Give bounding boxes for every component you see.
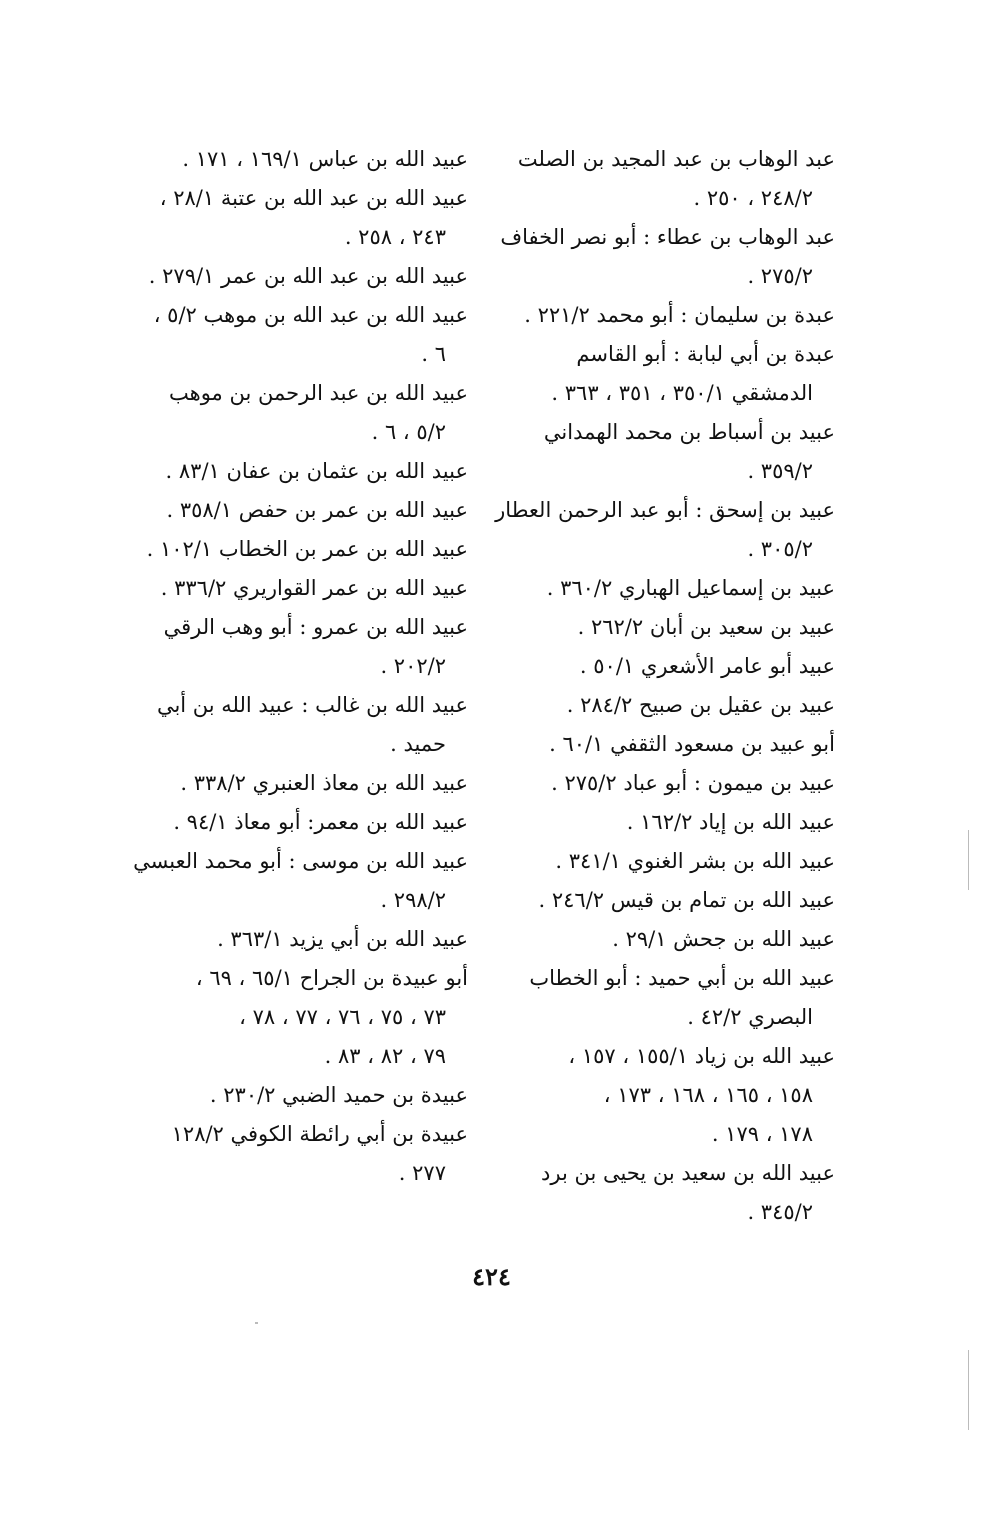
entry-continuation: ٣٤٥/٢ . xyxy=(747,1200,813,1224)
entry-line: عبيد الله بن عبد الله بن عتبة ٢٨/١ ، xyxy=(159,186,468,210)
entry-continuation: ٢٠٢/٢ . xyxy=(380,654,446,678)
index-entry xyxy=(495,959,835,1037)
entry-line: عبيد الله بن زياد ١٥٥/١ ، ١٥٧ ، xyxy=(568,1044,835,1068)
entry-line: عبيد بن ميمون : أبو عباد ٢٧٥/٢ . xyxy=(551,771,835,795)
index-entry xyxy=(495,140,835,218)
entry-continuation: ٢٤٨/٢ ، ٢٥٠ . xyxy=(693,186,813,210)
entry-line: عبيد بن عقيل بن صبيح ٢٨٤/٢ . xyxy=(566,693,835,717)
index-entry xyxy=(128,296,468,374)
index-entry xyxy=(128,686,468,764)
page-number: ٤٢٤ xyxy=(472,1262,511,1291)
index-entry xyxy=(128,452,468,491)
entry-continuation: ٢٧٥/٢ . xyxy=(747,264,813,288)
index-entry xyxy=(495,1154,835,1232)
entry-continuation: ٢٤٣ ، ٢٥٨ . xyxy=(344,225,446,249)
index-entry xyxy=(128,530,468,569)
entry-continuation: حميد . xyxy=(390,732,446,756)
entry-continuation: ٧٩ ، ٨٢ ، ٨٣ . xyxy=(324,1044,446,1068)
index-entry xyxy=(495,569,835,608)
entry-line: عبيد الله بن جحش ٢٩/١ . xyxy=(612,927,835,951)
entry-line: عبيد الله بن غالب : عبيد الله بن أبي xyxy=(156,693,468,717)
index-entry xyxy=(128,608,468,686)
entry-line: عبدة بن سليمان : أبو محمد ٢٢١/٢ . xyxy=(524,303,835,327)
entry-line: عبيد بن إسماعيل الهباري ٣٦٠/٢ . xyxy=(546,576,835,600)
entry-line: عبيد الله بن عبد الله بن عمر ٢٧٩/١ . xyxy=(148,264,468,288)
index-entry xyxy=(495,803,835,842)
index-entry xyxy=(128,569,468,608)
index-entry xyxy=(495,218,835,296)
entry-continuation: ٦ . xyxy=(421,342,446,366)
entry-line: عبيد الله بن بشر الغنوي ٣٤١/١ . xyxy=(555,849,835,873)
entry-line: عبيدة بن أبي رائطة الكوفي ١٢٨/٢ xyxy=(171,1122,468,1146)
entry-line: عبيد الله بن عبد الرحمن بن موهب xyxy=(169,381,468,405)
entry-line: عبيد بن إسحق : أبو عبد الرحمن العطار xyxy=(495,498,835,522)
index-entry xyxy=(495,413,835,491)
index-entry xyxy=(495,1037,835,1154)
entry-line: عبيد الله بن عثمان بن عفان ٨٣/١ . xyxy=(165,459,468,483)
entry-line: عبدة بن أبي لبابة : أبو القاسم xyxy=(576,342,835,366)
entry-line: عبيدة بن حميد الضبي ٢٣٠/٢ . xyxy=(209,1083,468,1107)
index-entry xyxy=(495,647,835,686)
index-entry xyxy=(495,335,835,413)
entry-continuation: ٣٠٥/٢ . xyxy=(747,537,813,561)
index-entry xyxy=(495,725,835,764)
entry-continuation: ٢٩٨/٢ . xyxy=(380,888,446,912)
index-entry xyxy=(495,608,835,647)
entry-continuation: البصري ٤٢/٢ . xyxy=(687,1005,813,1029)
entry-line: عبيد الله بن معمر: أبو معاذ ٩٤/١ . xyxy=(173,810,468,834)
index-entry xyxy=(128,140,468,179)
index-entry xyxy=(128,1076,468,1115)
index-column-right xyxy=(495,140,835,1232)
entry-continuation: ٧٣ ، ٧٥ ، ٧٦ ، ٧٧ ، ٧٨ ، xyxy=(239,1005,446,1029)
entry-continuation: الدمشقي ٣٥٠/١ ، ٣٥١ ، ٣٦٣ . xyxy=(551,381,813,405)
index-entry xyxy=(128,803,468,842)
entry-continuation: ١٥٨ ، ١٦٥ ، ١٦٨ ، ١٧٣ ، xyxy=(603,1083,813,1107)
index-entry xyxy=(128,374,468,452)
entry-line: عبد الوهاب بن عبد المجيد بن الصلت xyxy=(517,147,835,171)
entry-line: عبيد الله بن إياد ١٦٢/٢ . xyxy=(626,810,835,834)
entry-line: عبيد الله بن معاذ العنبري ٣٣٨/٢ . xyxy=(180,771,468,795)
entry-line: عبيد أبو عامر الأشعري ٥٠/١ . xyxy=(579,654,835,678)
index-entry xyxy=(495,764,835,803)
entry-line: عبيد الله بن موسى : أبو محمد العبسي xyxy=(133,849,468,873)
entry-line: عبيد الله بن عباس ١٦٩/١ ، ١٧١ . xyxy=(182,147,468,171)
scan-artifact xyxy=(255,1322,258,1324)
index-entry xyxy=(128,764,468,803)
entry-line: عبيد الله بن سعيد بن يحيى بن برد xyxy=(541,1161,835,1185)
index-entry xyxy=(495,296,835,335)
index-entry xyxy=(128,257,468,296)
index-entry xyxy=(128,959,468,1076)
index-entry xyxy=(128,1115,468,1193)
scan-artifact xyxy=(968,1350,969,1430)
index-entry xyxy=(128,179,468,257)
entry-line: عبيد الله بن تمام بن قيس ٢٤٦/٢ . xyxy=(538,888,835,912)
entry-continuation: ٢٧٧ . xyxy=(398,1161,446,1185)
entry-line: أبو عبيدة بن الجراح ٦٥/١ ، ٦٩ ، xyxy=(195,966,468,990)
index-entry xyxy=(495,491,835,569)
entry-continuation: ١٧٨ ، ١٧٩ . xyxy=(711,1122,813,1146)
entry-line: عبد الوهاب بن عطاء : أبو نصر الخفاف xyxy=(500,225,835,249)
scan-artifact xyxy=(968,830,969,890)
entry-continuation: ٣٥٩/٢ . xyxy=(747,459,813,483)
entry-line: عبيد الله بن عمر بن حفص ٣٥٨/١ . xyxy=(166,498,468,522)
entry-line: عبيد الله بن عمر بن الخطاب ١٠٢/١ . xyxy=(146,537,468,561)
index-entry xyxy=(128,842,468,920)
entry-line: عبيد الله بن أبي حميد : أبو الخطاب xyxy=(529,966,835,990)
entry-line: عبيد الله بن عبد الله بن موهب ٥/٢ ، xyxy=(153,303,468,327)
entry-line: عبيد الله بن عمر القواريري ٣٣٦/٢ . xyxy=(160,576,468,600)
index-entry xyxy=(495,881,835,920)
index-entry xyxy=(495,686,835,725)
entry-line: عبيد بن أسباط بن محمد الهمداني xyxy=(543,420,835,444)
entry-continuation: ٥/٢ ، ٦ . xyxy=(371,420,446,444)
index-entry xyxy=(128,491,468,530)
index-entry xyxy=(128,920,468,959)
entry-line: عبيد الله بن أبي يزيد ٣٦٣/١ . xyxy=(217,927,468,951)
index-entry xyxy=(495,920,835,959)
entry-line: عبيد بن سعيد بن أبان ٢٦٢/٢ . xyxy=(577,615,835,639)
entry-line: عبيد الله بن عمرو : أبو وهب الرقي xyxy=(163,615,468,639)
index-entry xyxy=(495,842,835,881)
index-column-left xyxy=(128,140,468,1193)
entry-line: أبو عبيد بن مسعود الثقفي ٦٠/١ . xyxy=(549,732,835,756)
